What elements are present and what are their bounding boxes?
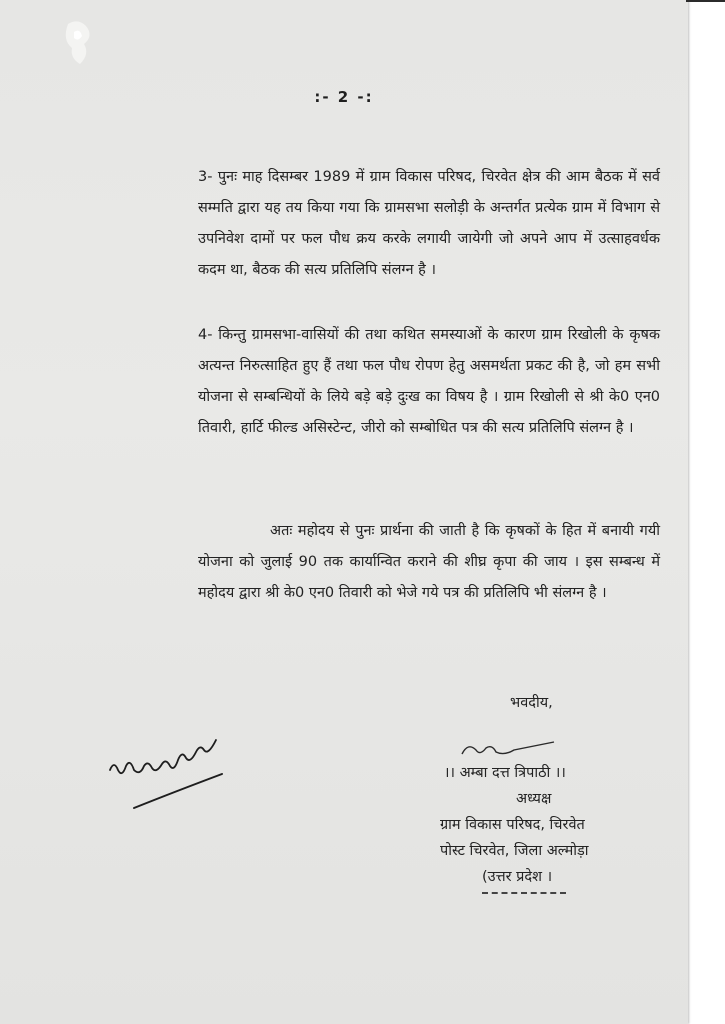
handwritten-signature <box>104 730 234 816</box>
scan-edge-line <box>686 0 725 2</box>
signature-block <box>440 760 670 894</box>
page-number: :- 2 -: <box>314 88 374 106</box>
signatory-title: अध्यक्ष <box>516 791 552 807</box>
underline-dashes <box>482 892 566 894</box>
org-line-2: पोस्ट चिरवेत, जिला अल्मोड़ा <box>440 843 589 859</box>
paragraph-4: 4- किन्तु ग्रामसभा-वासियों की तथा कथित समस्याओं के कारण ग्राम रिखोली के कृषक अत्यन्त निरुत्साहित हुए हैं तथा फल पौध रोपण हेतु असमर्थता प्रकट की है, जो हम सभी योजना से सम्बन्धियों के लिये बड़े बड़े दुःख का विषय है । ग्राम रिखोली से श्री के0 एन0 तिवारी, हार्टि फील्ड असिस्टेन्ट, जीरो को सम्बोधित पत्र की सत्य प्रतिलिपि संलग्न है । <box>198 327 660 436</box>
paper-damage-mark <box>60 18 98 70</box>
signatory-name: ।। अम्बा दत्त त्रिपाठी ।। <box>444 765 566 781</box>
paragraph-3: 3- पुनः माह दिसम्बर 1989 में ग्राम विकास परिषद, चिरवेत क्षेत्र की आम बैठक में सर्व सम्मति द्वारा यह तय किया गया कि ग्रामसभा सलोड़ी के अन्तर्गत प्रत्येक ग्राम में विभाग से उपनिवेश दामों पर फल पौध क्रय करके लगायी जायेगी जो अपने आप में उत्साहवर्धक कदम था, बैठक की सत्य प्रतिलिपि संलग्न है । <box>198 169 660 278</box>
valediction: भवदीय, <box>510 695 553 711</box>
org-line-3: (उत्तर प्रदेश । <box>482 869 553 885</box>
paragraph-request: अतः महोदय से पुनः प्रार्थना की जाती है कि कृषकों के हित में बनायी गयी योजना को जुलाई 90 तक कार्यान्वित कराने की शीघ्र कृपा की जाय । इस सम्बन्ध में महोदय द्वारा श्री के0 एन0 तिवारी को भेजे गये पत्र की प्रतिलिपि भी संलग्न है । <box>198 523 660 601</box>
org-line-1: ग्राम विकास परिषद, चिरवेत <box>440 817 585 833</box>
